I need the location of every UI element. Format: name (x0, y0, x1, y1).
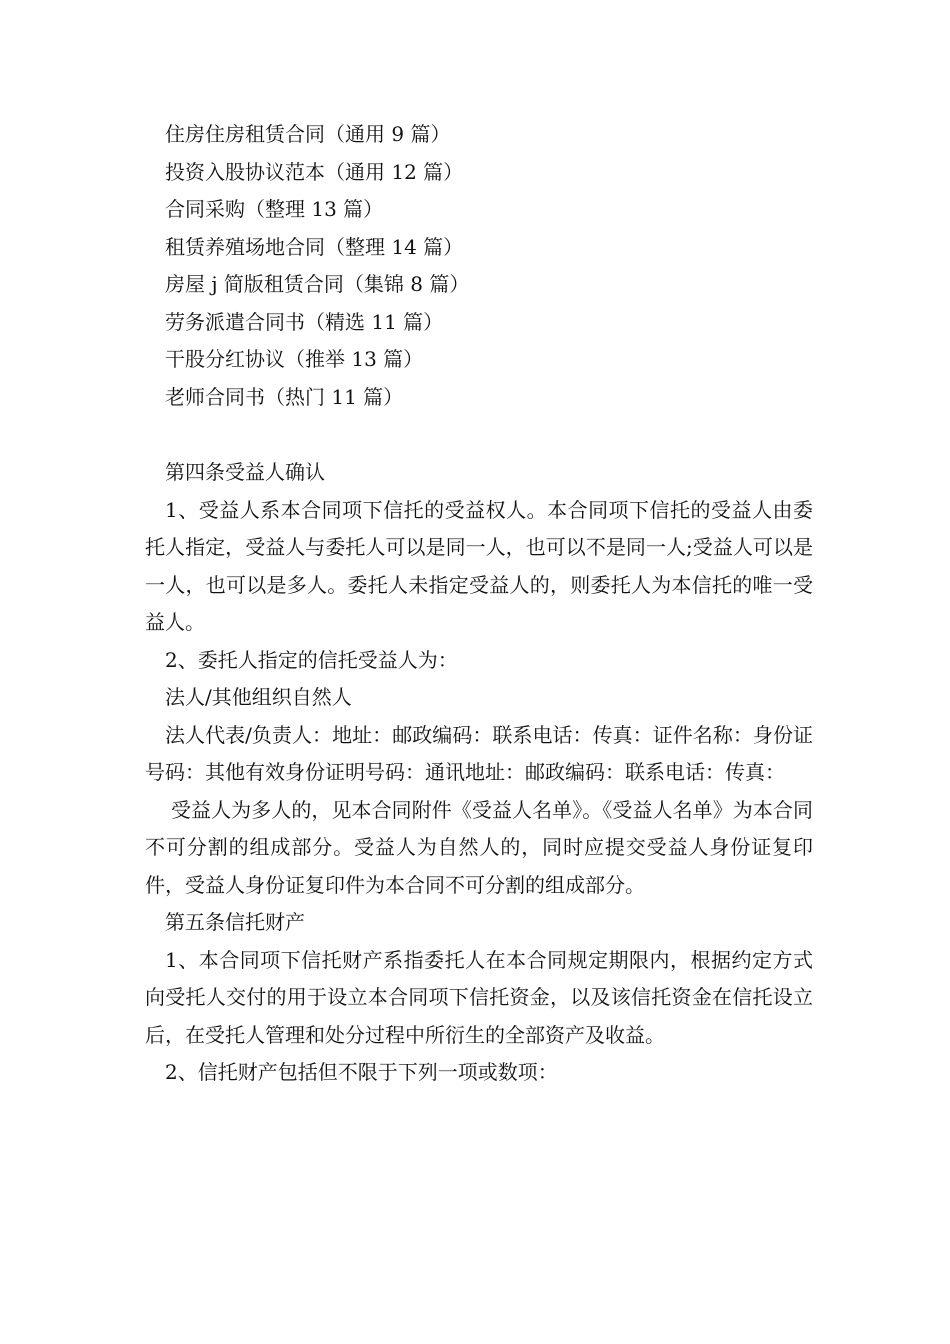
section-heading: 第五条信托财产 (165, 910, 305, 934)
article-body (145, 454, 813, 1092)
related-link[interactable]: 租赁养殖场地合同（整理 14 篇） (165, 234, 464, 259)
paragraph: 受益人为多人的，见本合同附件《受益人名单》。《受益人名单》为本合同不可分割的组成部分。受益人为自然人的，同时应提交受益人身份证复印件，受益人身份证复印件为本合同不可分割的组成部分。 (145, 797, 813, 897)
related-documents-list (165, 116, 865, 416)
paragraph: 2、委托人指定的信托受益人为： (165, 647, 458, 672)
paragraph: 1、受益人系本合同项下信托的受益权人。本合同项下信托的受益人由委托人指定，受益人与委托人可以是同一人，也可以不是同一人;受益人可以是一人，也可以是多人。委托人未指定受益人的，则委托人为本信托的唯一受益人。 (145, 497, 813, 634)
paragraph: 2、信托财产包括但不限于下列一项或数项： (165, 1060, 558, 1084)
related-link[interactable]: 老师合同书（热门 11 篇） (165, 384, 404, 409)
paragraph: 法人代表/负责人：地址：邮政编码：联系电话：传真：证件名称：身份证号码：其他有效身份证明号码：通讯地址：邮政编码：联系电话：传真： (145, 722, 813, 784)
related-link[interactable]: 劳务派遣合同书（精选 11 篇） (165, 309, 444, 334)
related-link[interactable]: 合同采购（整理 13 篇） (165, 197, 384, 221)
section-heading: 第四条受益人确认 (165, 460, 325, 484)
paragraph: 1、本合同项下信托财产系指委托人在本合同规定期限内，根据约定方式向受托人交付的用于设立本合同项下信托资金，以及该信托资金在信托设立后，在受托人管理和处分过程中所衍生的全部资产及收益。 (145, 947, 813, 1047)
related-link[interactable]: 住房住房租赁合同（通用 9 篇） (165, 122, 451, 146)
related-link[interactable]: 房屋 j 简版租赁合同（集锦 8 篇） (165, 272, 470, 296)
related-link[interactable]: 投资入股协议范本（通用 12 篇） (165, 159, 464, 184)
related-link[interactable]: 干股分红协议（推举 13 篇） (165, 347, 424, 371)
paragraph: 法人/其他组织自然人 (165, 685, 352, 709)
